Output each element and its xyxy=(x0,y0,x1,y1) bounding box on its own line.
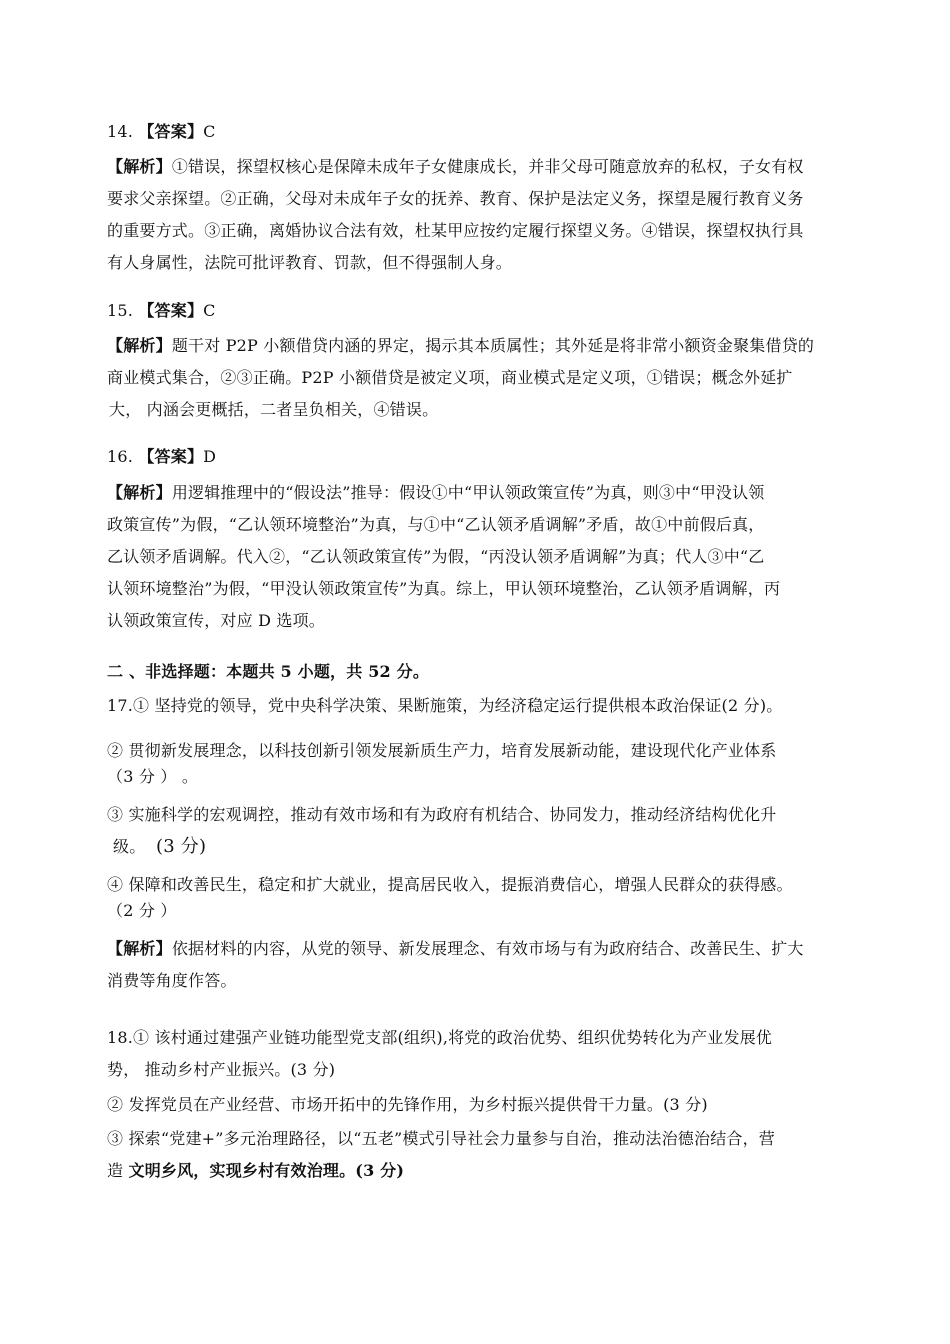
q15-explanation-label: 【解析】 xyxy=(107,336,172,355)
q14-answer-label: 【答案】 xyxy=(138,122,204,141)
q16-explanation-label: 【解析】 xyxy=(107,483,172,502)
q14-line-2: 要求父亲探望。②正确，父母对未成年子女的抚养、教育、保护是法定义务，探望是履行教育义务 xyxy=(107,189,804,208)
q15-number: 15. xyxy=(107,301,134,320)
q16-line-1: 用逻辑推理中的“假设法”推导：假设①中“甲认领政策宣传”为真，则③中“甲没认领 xyxy=(171,483,765,502)
q17-explanation-label: 【解析】 xyxy=(107,939,172,958)
q17-explanation xyxy=(107,933,843,997)
q17-point-3 xyxy=(107,799,843,863)
q18-point-2: ② 发挥党员在产业经营、市场开拓中的先锋作用，为乡村振兴提供骨干力量。(3 分) xyxy=(107,1095,708,1114)
q18-point-1-line-1: 18.① 该村通过建强产业链功能型党支部(组织),将党的政治优势、组织优势转化为产业发展优 xyxy=(107,1028,773,1047)
q17-point-3-line-1: ③ 实施科学的宏观调控，推动有效市场和有为政府有机结合、协同发力，推动经济结构优化升 xyxy=(107,805,777,824)
q16-explanation xyxy=(107,477,843,637)
q17-point-4-line-2: （2 分 ） xyxy=(107,901,177,920)
q16-answer-value: D xyxy=(203,447,217,466)
q16-line-3: 乙认领矛盾调解。代入②，“乙认领政策宣传”为假，“丙没认领矛盾调解”为真；代人③中“乙 xyxy=(107,547,765,566)
q18-point-1-line-2: 势， 推动乡村产业振兴。(3 分) xyxy=(107,1060,336,1079)
q14-explanation xyxy=(107,151,843,279)
q18-point-3 xyxy=(107,1123,843,1187)
q16-answer-label: 【答案】 xyxy=(138,447,204,466)
q17-point-2-line-1: ② 贯彻新发展理念，以科技创新引领发展新质生产力，培育发展新动能，建设现代化产业体系 xyxy=(107,741,777,760)
q17-point-3-line-2: 级。 xyxy=(113,837,146,856)
q17-point-4 xyxy=(107,869,843,927)
q16-line-5: 认领政策宣传，对应 D 选项。 xyxy=(107,611,326,630)
q14-line-1: ①错误，探望权核心是保障未成年子女健康成长，并非父母可随意放弃的私权，子女有权 xyxy=(171,157,804,176)
q15-line-2: 商业模式集合，②③正确。P2P 小额借贷是被定义项，商业模式是定义项，①错误；概念外延扩 xyxy=(107,368,793,387)
q18-point-3-line-2b: 文明乡风，实现乡村有效治理。(3 分) xyxy=(128,1161,405,1180)
q17-point-1: 17.① 坚持党的领导，党中央科学决策、果断施策，为经济稳定运行提供根本政治保证(2 分)。 xyxy=(107,696,783,715)
q18-point-3-line-1: ③ 探索“党建+”多元治理路径，以“五老”模式引导社会力量参与自治，推动法治德治结合，营 xyxy=(107,1129,776,1148)
q16-answer xyxy=(107,441,843,473)
q14-explanation-label: 【解析】 xyxy=(107,157,172,176)
q17-explanation-line-2: 消费等角度作答。 xyxy=(107,971,237,990)
q15-explanation xyxy=(107,330,843,426)
q15-answer xyxy=(107,295,843,327)
q14-line-4: 有人身属性，法院可批评教育、罚款，但不得强制人身。 xyxy=(107,253,513,272)
q17-point-2 xyxy=(107,735,843,793)
q18-point-1 xyxy=(107,1022,843,1086)
q15-answer-value: C xyxy=(203,301,216,320)
q15-line-1: 题干对 P2P 小额借贷内涵的界定，揭示其本质属性；其外延是将非常小额资金聚集借贷的 xyxy=(171,336,815,355)
section-heading: 二 、非选择题：本题共 5 小题，共 52 分。 xyxy=(107,662,430,681)
q15-answer-label: 【答案】 xyxy=(138,301,204,320)
q14-line-3: 的重要方式。③正确，离婚协议合法有效，杜某甲应按约定履行探望义务。④错误，探望权执行具 xyxy=(107,221,804,240)
q14-number: 14. xyxy=(107,122,134,141)
q17-point-3-score: (3 分) xyxy=(155,836,207,857)
q18-point-3-line-2a: 造 xyxy=(107,1161,124,1180)
q16-number: 16. xyxy=(107,447,134,466)
q16-line-4: 认领环境整治”为假，“甲没认领政策宣传”为真。综上，甲认领环境整治，乙认领矛盾调解，丙 xyxy=(107,579,781,598)
q15-line-3: 大， 内涵会更概括，二者呈负相关，④错误。 xyxy=(109,400,439,419)
q14-answer-value: C xyxy=(203,122,216,141)
q17-explanation-line-1: 依据材料的内容，从党的领导、新发展理念、有效市场与有为政府结合、改善民生、扩大 xyxy=(171,939,804,958)
q17-point-2-line-2: （3 分 ） 。 xyxy=(107,767,199,786)
q14-answer xyxy=(107,116,843,148)
q16-line-2: 政策宣传”为假，“乙认领环境整治”为真，与①中“乙认领矛盾调解”矛盾，故①中前假后真， xyxy=(107,515,765,534)
q17-point-4-line-1: ④ 保障和改善民生，稳定和扩大就业，提高居民收入，提振消费信心，增强人民群众的获得感。 xyxy=(107,875,793,894)
